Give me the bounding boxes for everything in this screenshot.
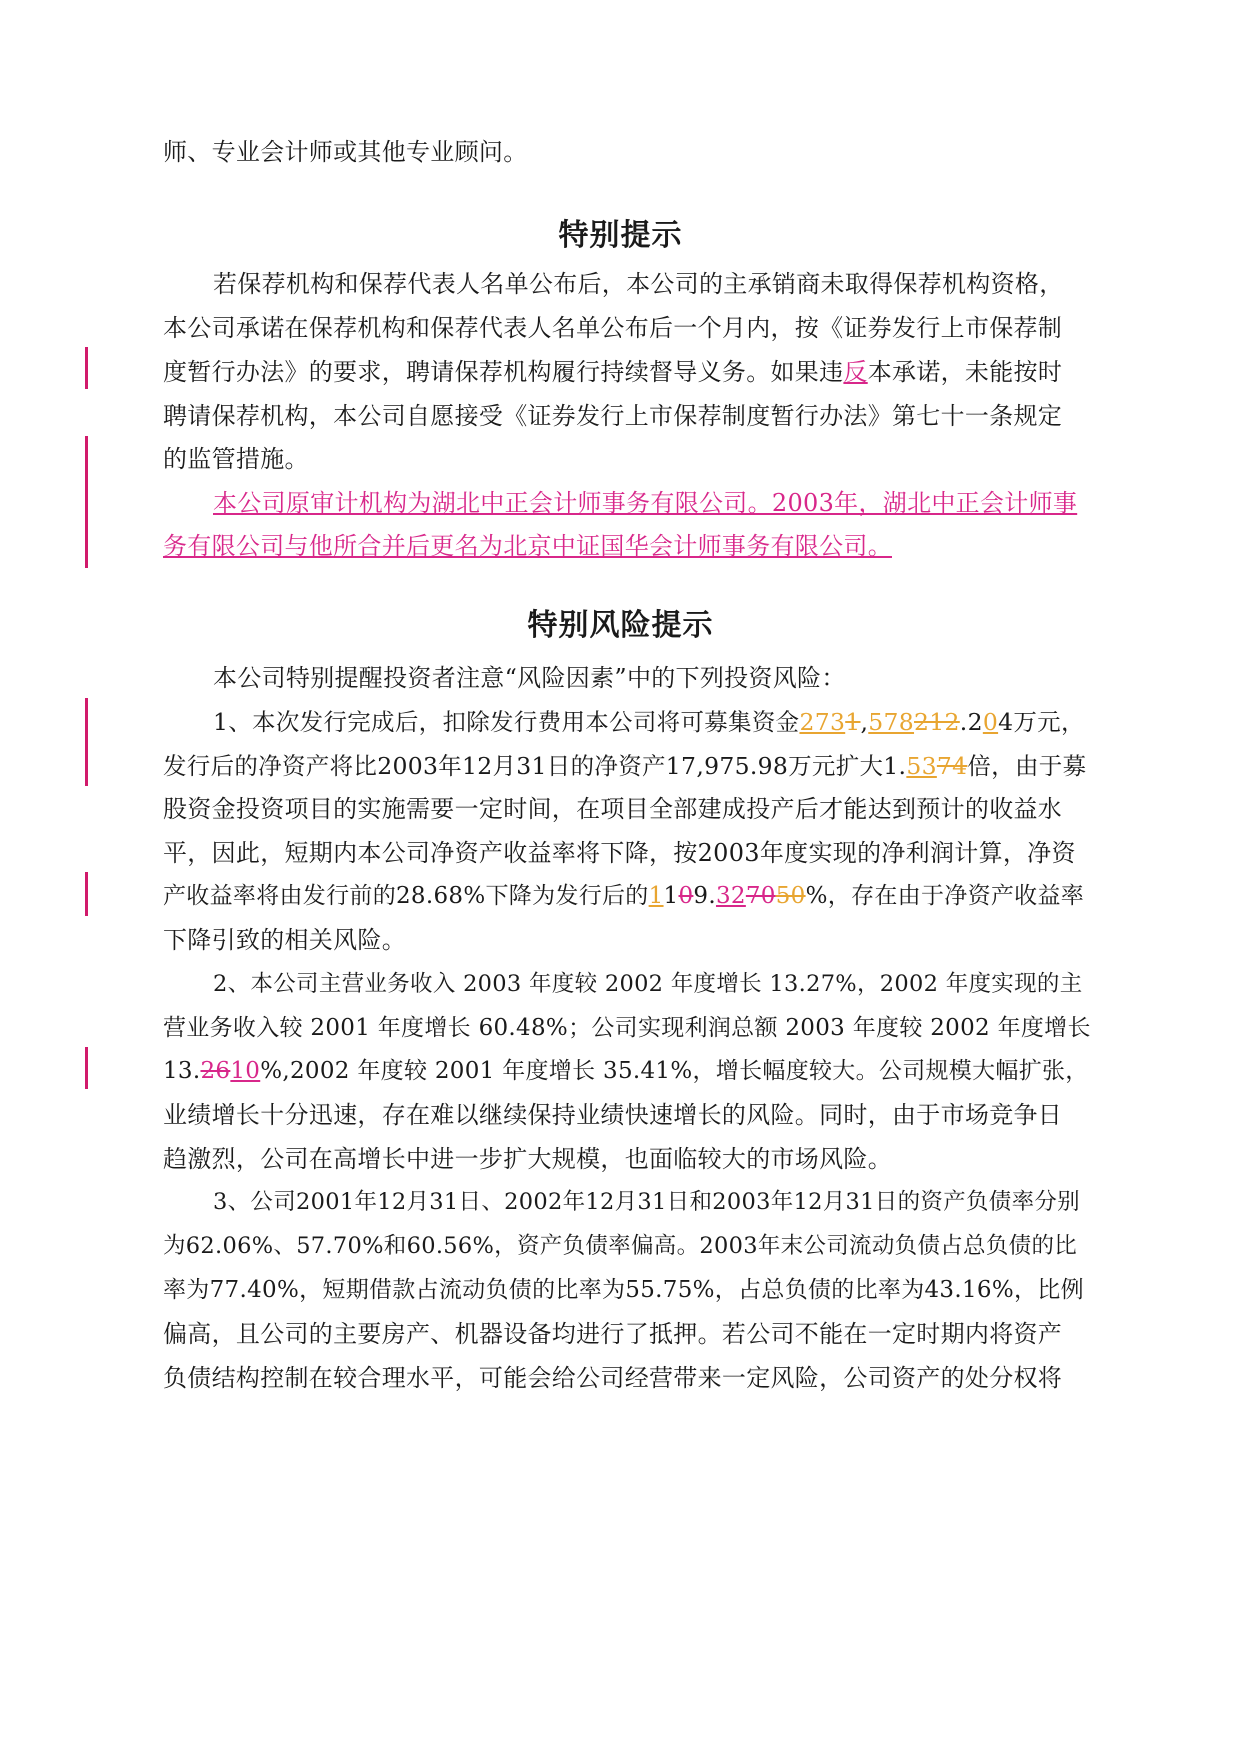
text-run: 4 — [998, 708, 1014, 736]
change-bar — [85, 436, 88, 568]
text-line: 趋激烈，公司在高增长中进一步扩大规模，也面临较大的市场风险。 — [163, 1145, 892, 1173]
text-run: . — [708, 883, 716, 909]
text-line: 3、公司2001年12月31日、2002年12月31日和2003年12月31日的资产负债率分别 — [213, 1189, 1080, 1215]
deleted-text: 0 — [678, 883, 694, 909]
inserted-text: 53 — [906, 752, 937, 780]
section-heading: 特别风险提示 — [527, 608, 714, 643]
change-bar — [85, 1047, 88, 1089]
text-run: 9 — [693, 883, 709, 909]
change-bar — [85, 347, 88, 389]
inserted-text: 273 — [799, 708, 846, 736]
text-run: 13. — [163, 1058, 201, 1084]
text-line: 业绩增长十分迅速，存在难以继续保持业绩快速增长的风险。同时，由于市场竞争日 — [163, 1101, 1063, 1129]
inserted-text: 10 — [230, 1058, 261, 1084]
deleted-text: 26 — [200, 1058, 231, 1084]
text-line: 平，因此，短期内本公司净资产收益率将下降，按2003年度实现的净利润计算，净资 — [163, 839, 1076, 867]
text-line: 负债结构控制在较合理水平，可能会给公司经营带来一定风险，公司资产的处分权将 — [163, 1364, 1063, 1392]
text-line: 下降引致的相关风险。 — [163, 926, 406, 954]
text-line — [163, 878, 1093, 914]
text-line: 聘请保荐机构，本公司自愿接受《证券发行上市保荐制度暂行办法》第七十一条规定 — [163, 402, 1063, 430]
text-line — [163, 748, 1093, 784]
text-line: 偏高，且公司的主要房产、机器设备均进行了抵押。若公司不能在一定时期内将资产 — [163, 1320, 1063, 1348]
text-run: 发行后的净资产将比2003年12月31日的净资产17,975.98万元扩大1. — [163, 752, 907, 780]
text-run: %,2002 年度较 2001 年度增长 35.41%，增长幅度较大。公司规模大幅扩张， — [260, 1058, 1089, 1084]
deleted-text: 1 — [845, 708, 861, 736]
section-heading: 特别提示 — [558, 218, 683, 253]
text-line: 2、本公司主营业务收入 2003 年度较 2002 年度增长 13.27%，2002 年度实现的主 — [213, 971, 1083, 997]
text-run: .2 — [959, 708, 983, 736]
inserted-text: 反 — [843, 358, 868, 386]
text-run: 本承诺，未能按时 — [867, 358, 1063, 386]
text-line: 若保荐机构和保荐代表人名单公布后，本公司的主承销商未取得保荐机构资格， — [213, 270, 1064, 298]
text-run: %，存在由于净资产收益率 — [805, 883, 1085, 909]
text-run: 倍，由于募 — [967, 752, 1087, 780]
inserted-text: 务有限公司与他所合并后更名为北京中证国华会计师事务有限公司。 — [163, 532, 892, 560]
text-line: 本公司承诺在保荐机构和保荐代表人名单公布后一个月内，按《证券发行上市保荐制 — [163, 314, 1063, 342]
inserted-text: 578 — [868, 708, 915, 736]
inserted-text: 本公司原审计机构为湖北中正会计师事务有限公司。2003年，湖北中正会计师事 — [213, 489, 1078, 517]
deleted-text: 50 — [775, 883, 806, 909]
change-bar — [85, 872, 88, 916]
inserted-text: 1 — [648, 883, 664, 909]
text-line — [163, 1053, 1093, 1089]
text-line — [163, 354, 1093, 390]
text-run: 产收益率将由发行前的28.68%下降为发行后的 — [163, 883, 649, 909]
text-line: 师、专业会计师或其他专业顾问。 — [163, 138, 528, 166]
text-line: 为62.06%、57.70%和60.56%，资产负债率偏高。2003年末公司流动负债占总负债的比 — [163, 1233, 1078, 1259]
inserted-text-line — [163, 528, 1093, 564]
text-run: 度暂行办法》的要求，聘请保荐机构履行持续督导义务。如果违 — [163, 358, 844, 386]
inserted-text: 32 — [715, 883, 746, 909]
text-run: , — [860, 708, 869, 736]
text-line — [213, 704, 1093, 740]
deleted-text: 212 — [914, 708, 960, 736]
text-line: 率为77.40%，短期借款占流动负债的比率为55.75%，占总负债的比率为43.16%，比例 — [163, 1277, 1084, 1303]
text-line: 的监管措施。 — [163, 445, 309, 473]
text-line: 股资金投资项目的实施需要一定时间，在项目全部建成投产后才能达到预计的收益水 — [163, 795, 1063, 823]
text-line: 本公司特别提醒投资者注意“风险因素”中的下列投资风险： — [213, 664, 846, 692]
change-bar — [85, 698, 88, 786]
text-run: 1 — [663, 883, 679, 909]
text-line: 营业务收入较 2001 年度增长 60.48%；公司实现利润总额 2003 年度较 2002 年度增长 — [163, 1015, 1091, 1041]
inserted-text-line — [213, 485, 1093, 521]
deleted-text: 70 — [745, 883, 776, 909]
text-run: 1、本次发行完成后，扣除发行费用本公司将可募集资金 — [213, 708, 800, 736]
deleted-text: 74 — [936, 752, 968, 780]
text-run: 万元， — [1013, 708, 1085, 736]
inserted-text: 0 — [982, 708, 999, 736]
